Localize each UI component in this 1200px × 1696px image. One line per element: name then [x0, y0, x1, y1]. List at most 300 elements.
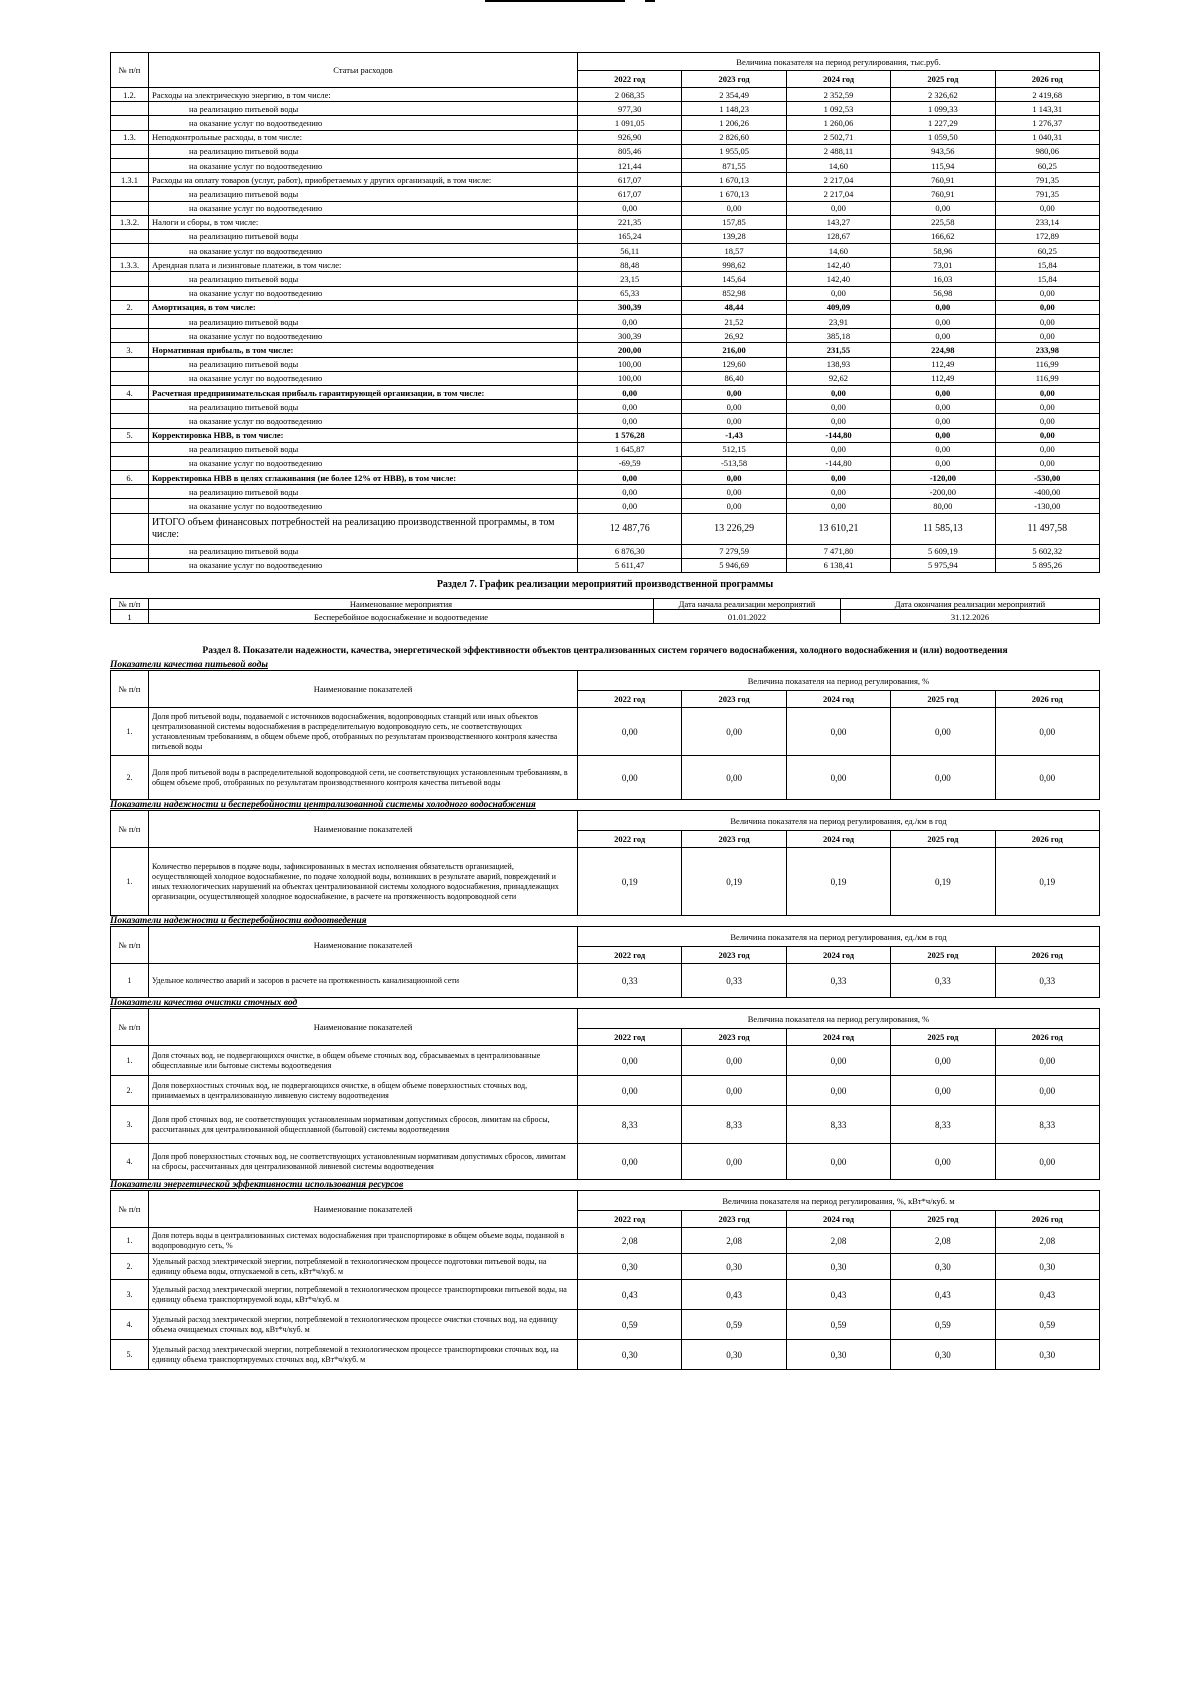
row-value: 26,92 — [682, 329, 786, 343]
row-name: на оказание услуг по водоотведению — [149, 558, 578, 572]
row-value: 512,15 — [682, 442, 786, 456]
row-value: 0,00 — [682, 485, 786, 499]
row-value: 0,30 — [995, 1340, 1099, 1370]
row-value: 2 217,04 — [786, 173, 890, 187]
year-header: 2025 год — [891, 1029, 995, 1046]
table-row — [111, 88, 1100, 102]
row-value: 0,00 — [995, 456, 1099, 470]
row-value: 0,00 — [682, 400, 786, 414]
row-value: 0,00 — [995, 400, 1099, 414]
row-value: 2 502,71 — [786, 130, 890, 144]
row-value: 0,00 — [578, 400, 682, 414]
total-row — [111, 513, 1100, 544]
table-row — [111, 1076, 1100, 1106]
year-header: 2023 год — [682, 71, 786, 88]
row-value: 143,27 — [786, 215, 890, 229]
row-value: 1 645,87 — [578, 442, 682, 456]
table-row — [111, 499, 1100, 513]
row-value: 88,48 — [578, 258, 682, 272]
year-header: 2022 год — [578, 831, 682, 848]
row-num: 5. — [111, 428, 149, 442]
row-value: 23,91 — [786, 315, 890, 329]
row-value: 100,00 — [578, 357, 682, 371]
row-value: 0,43 — [995, 1280, 1099, 1310]
table-row — [111, 442, 1100, 456]
table-row — [111, 756, 1100, 800]
row-value: 0,00 — [786, 286, 890, 300]
row-num: 1.3.3. — [111, 258, 149, 272]
row-value: 100,00 — [578, 371, 682, 385]
col-group-header: Величина показателя на период регулирования, тыс.руб. — [578, 53, 1100, 71]
row-num — [111, 272, 149, 286]
row-value: 0,00 — [682, 414, 786, 428]
row-value: 15,84 — [995, 258, 1099, 272]
row-value: 0,00 — [995, 756, 1099, 800]
row-value: 1 670,13 — [682, 187, 786, 201]
row-value: 0,33 — [578, 964, 682, 998]
row-value: 0,00 — [786, 400, 890, 414]
schedule-table — [110, 598, 1100, 624]
row-name: Неподконтрольные расходы, в том числе: — [149, 130, 578, 144]
row-value: 0,33 — [786, 964, 890, 998]
row-value: 1 148,23 — [682, 102, 786, 116]
row-name: Удельное количество аварий и засоров в расчете на протяженность канализационной сети — [149, 964, 578, 998]
row-name: на оказание услуг по водоотведению — [149, 201, 578, 215]
year-header: 2023 год — [682, 831, 786, 848]
table-row — [111, 1046, 1100, 1076]
row-value: 0,00 — [891, 400, 995, 414]
row-value: 5 895,26 — [995, 558, 1099, 572]
table-row — [111, 1228, 1100, 1254]
row-value: 0,59 — [578, 1310, 682, 1340]
table-row — [111, 1144, 1100, 1180]
row-value: 116,99 — [995, 357, 1099, 371]
row-num: 1.2. — [111, 88, 149, 102]
row-value: 2 352,59 — [786, 88, 890, 102]
row-num — [111, 558, 149, 572]
row-value: 0,00 — [891, 1046, 995, 1076]
row-value: 980,06 — [995, 144, 1099, 158]
row-value: 0,00 — [995, 286, 1099, 300]
row-value: 142,40 — [786, 258, 890, 272]
row-value: 0,00 — [786, 708, 890, 756]
col-num-header: № п/п — [111, 1191, 149, 1228]
s7-col-num: № п/п — [111, 599, 149, 610]
row-value: 0,00 — [891, 756, 995, 800]
row-name: Нормативная прибыль, в том числе: — [149, 343, 578, 357]
row-name: Расходы на оплату товаров (услуг, работ), приобретаемых у других организаций, в том числе: — [149, 173, 578, 187]
row-value: 760,91 — [891, 187, 995, 201]
row-value: 2,08 — [995, 1228, 1099, 1254]
total-value: 11 497,58 — [995, 513, 1099, 544]
row-value: 0,00 — [891, 300, 995, 314]
row-value: 0,19 — [786, 848, 890, 916]
row-value: 1 040,31 — [995, 130, 1099, 144]
row-num — [111, 544, 149, 558]
row-num: 2. — [111, 300, 149, 314]
year-header: 2023 год — [682, 691, 786, 708]
total-value: 12 487,76 — [578, 513, 682, 544]
row-name: Доля потерь воды в централизованных системах водоснабжения при транспортировке в общем объеме воды, поданной в водопроводную сеть, % — [149, 1228, 578, 1254]
table-row — [111, 456, 1100, 470]
table-row — [111, 343, 1100, 357]
row-value: 8,33 — [682, 1106, 786, 1144]
row-value: 5 611,47 — [578, 558, 682, 572]
row-num: 1. — [111, 848, 149, 916]
row-value: 1 099,33 — [891, 102, 995, 116]
row-value: 0,00 — [995, 442, 1099, 456]
row-name: Налоги и сборы, в том числе: — [149, 215, 578, 229]
row-num — [111, 456, 149, 470]
row-value: -530,00 — [995, 471, 1099, 485]
row-value: 871,55 — [682, 158, 786, 172]
row-num — [111, 371, 149, 385]
table-row — [111, 1280, 1100, 1310]
table-row — [111, 102, 1100, 116]
row-value: 0,00 — [786, 471, 890, 485]
row-name: на оказание услуг по водоотведению — [149, 244, 578, 258]
row-name: на оказание услуг по водоотведению — [149, 329, 578, 343]
row-num: 1.3.2. — [111, 215, 149, 229]
row-value: 0,00 — [995, 428, 1099, 442]
row-value: 0,00 — [682, 385, 786, 399]
col-name-header: Наименование показателей — [149, 811, 578, 848]
row-value: 0,33 — [682, 964, 786, 998]
row-value: 0,00 — [891, 1076, 995, 1106]
row-value: 1 260,06 — [786, 116, 890, 130]
row-name: Расходы на электрическую энергию, в том числе: — [149, 88, 578, 102]
row-num — [111, 201, 149, 215]
row-value: 0,00 — [682, 499, 786, 513]
row-value: 0,43 — [682, 1280, 786, 1310]
row-num: 4. — [111, 1310, 149, 1340]
row-name: Доля проб питьевой воды, подаваемой с источников водоснабжения, водопроводных станций или иных объектов централизованной системы водоснабжения в распределительную водопроводную сеть, не соответствующих установленным требованиям, в общем объеме проб, отобранных по результатам производственного контроля качества питьевой воды — [149, 708, 578, 756]
col-num-header: № п/п — [111, 811, 149, 848]
row-num — [111, 102, 149, 116]
row-name: на оказание услуг по водоотведению — [149, 371, 578, 385]
row-name: Доля сточных вод, не подвергающихся очистке, в общем объеме сточных вод, сбрасываемых в централизованные общесплавные или бытовые системы водоотведения — [149, 1046, 578, 1076]
row-num — [111, 442, 149, 456]
row-value: 926,90 — [578, 130, 682, 144]
row-value: 0,00 — [995, 708, 1099, 756]
row-name: Расчетная предпринимательская прибыль гарантирующей организации, в том числе: — [149, 385, 578, 399]
row-value: 0,00 — [786, 1046, 890, 1076]
table-row — [111, 315, 1100, 329]
row-value: 86,40 — [682, 371, 786, 385]
row-value: 16,03 — [891, 272, 995, 286]
s7-col-start: Дата начала реализации мероприятий — [654, 599, 841, 610]
row-name: Удельный расход электрической энергии, потребляемой в технологическом процессе подготовки питьевой воды, на единицу объема воды, отпускаемой в сеть, кВт*ч/куб. м — [149, 1254, 578, 1280]
table-row — [111, 272, 1100, 286]
row-num: 1.3. — [111, 130, 149, 144]
row-value: 14,60 — [786, 158, 890, 172]
col-num-header: № п/п — [111, 671, 149, 708]
row-value: 7 471,80 — [786, 544, 890, 558]
row-value: 0,00 — [995, 1046, 1099, 1076]
row-value: 943,56 — [891, 144, 995, 158]
col-group-header: Величина показателя на период регулирования, % — [578, 1009, 1100, 1029]
row-value: 0,00 — [682, 1046, 786, 1076]
row-name: на оказание услуг по водоотведению — [149, 158, 578, 172]
row-value: 23,15 — [578, 272, 682, 286]
year-header: 2022 год — [578, 691, 682, 708]
row-num — [111, 400, 149, 414]
col-num-header: № п/п — [111, 53, 149, 88]
row-value: 2 217,04 — [786, 187, 890, 201]
row-value: 224,98 — [891, 343, 995, 357]
row-value: 92,62 — [786, 371, 890, 385]
row-name: на оказание услуг по водоотведению — [149, 456, 578, 470]
row-value: 0,00 — [891, 329, 995, 343]
row-value: 0,00 — [682, 201, 786, 215]
row-value: 56,98 — [891, 286, 995, 300]
row-value: 14,60 — [786, 244, 890, 258]
row-value: 0,00 — [682, 708, 786, 756]
row-value: 0,00 — [995, 414, 1099, 428]
row-value: -120,00 — [891, 471, 995, 485]
row-name: Корректировка НВВ, в том числе: — [149, 428, 578, 442]
year-header: 2022 год — [578, 71, 682, 88]
row-value: 2 826,60 — [682, 130, 786, 144]
row-value: 0,00 — [682, 1144, 786, 1180]
row-value: 231,55 — [786, 343, 890, 357]
year-header: 2022 год — [578, 1211, 682, 1228]
row-value: 805,46 — [578, 144, 682, 158]
section-8-title: Раздел 8. Показатели надежности, качества, энергетической эффективности объектов централизованных систем горячего водоснабжения, холодного водоснабжения и (или) водоотведения — [202, 646, 1008, 656]
row-value: 0,00 — [578, 756, 682, 800]
year-header: 2026 год — [995, 71, 1099, 88]
row-value: 5 602,32 — [995, 544, 1099, 558]
row-value: 791,35 — [995, 173, 1099, 187]
row-value: -513,58 — [682, 456, 786, 470]
table-row — [111, 708, 1100, 756]
table-row — [111, 414, 1100, 428]
row-num — [111, 329, 149, 343]
row-value: 7 279,59 — [682, 544, 786, 558]
row-value: 0,00 — [891, 414, 995, 428]
table-row — [111, 187, 1100, 201]
row-value: 0,00 — [578, 1076, 682, 1106]
row-value: 48,44 — [682, 300, 786, 314]
row-value: 0,00 — [786, 442, 890, 456]
row-value: 0,00 — [891, 201, 995, 215]
row-value: -69,59 — [578, 456, 682, 470]
row-num: 3. — [111, 343, 149, 357]
row-value: 0,00 — [786, 485, 890, 499]
row-value: 18,57 — [682, 244, 786, 258]
year-header: 2026 год — [995, 831, 1099, 848]
row-value: 73,01 — [891, 258, 995, 272]
row-value: 0,43 — [578, 1280, 682, 1310]
row-name: на реализацию питьевой воды — [149, 229, 578, 243]
row-name: Количество перерывов в подаче воды, зафиксированных в местах исполнения обязательств организацией, осуществляющей холодное водоснабжение, по подаче холодной воды, возникших в результате аварий, повреждений и иных технологических нарушений на объектах централизованной системы холодного водоснабжения, принадлежащих организации, осуществляющей холодное водоснабжение, в расчете на протяженность водопроводной сети — [149, 848, 578, 916]
indicator-caption: Показатели энергетической эффективности использования ресурсов — [110, 1180, 404, 1190]
year-header: 2025 год — [891, 71, 995, 88]
row-value: 0,30 — [891, 1254, 995, 1280]
row-value: 157,85 — [682, 215, 786, 229]
year-header: 2023 год — [682, 947, 786, 964]
row-value: 300,39 — [578, 329, 682, 343]
row-value: 617,07 — [578, 187, 682, 201]
row-value: 221,35 — [578, 215, 682, 229]
row-num — [111, 499, 149, 513]
row-num — [111, 144, 149, 158]
year-header: 2024 год — [786, 1029, 890, 1046]
row-value: 58,96 — [891, 244, 995, 258]
row-value: 2,08 — [786, 1228, 890, 1254]
row-value: 142,40 — [786, 272, 890, 286]
row-value: 233,98 — [995, 343, 1099, 357]
row-value: 409,09 — [786, 300, 890, 314]
row-num — [111, 357, 149, 371]
row-name: Доля поверхностных сточных вод, не подвергающихся очистке, в общем объеме поверхностных сточных вод, принимаемых в централизованную ливневую систему водоотведения — [149, 1076, 578, 1106]
total-value: 13 226,29 — [682, 513, 786, 544]
table-row — [111, 1254, 1100, 1280]
row-value: 8,33 — [995, 1106, 1099, 1144]
row-value: 8,33 — [786, 1106, 890, 1144]
row-value: 0,00 — [995, 1144, 1099, 1180]
row-value: 0,00 — [578, 201, 682, 215]
row-value: 60,25 — [995, 158, 1099, 172]
total-value: 13 610,21 — [786, 513, 890, 544]
row-value: 0,00 — [786, 1076, 890, 1106]
row-value: 1 091,05 — [578, 116, 682, 130]
table-row — [111, 173, 1100, 187]
row-num — [111, 244, 149, 258]
total-value: 11 585,13 — [891, 513, 995, 544]
row-value: 0,00 — [995, 201, 1099, 215]
table-row — [111, 229, 1100, 243]
s7-col-name: Наименование мероприятия — [149, 599, 654, 610]
row-value: 1 227,29 — [891, 116, 995, 130]
row-value: 225,58 — [891, 215, 995, 229]
year-header: 2026 год — [995, 691, 1099, 708]
row-value: 8,33 — [578, 1106, 682, 1144]
row-value: -200,00 — [891, 485, 995, 499]
row-name: на реализацию питьевой воды — [149, 400, 578, 414]
row-num: 3. — [111, 1280, 149, 1310]
row-num — [111, 513, 149, 544]
year-header: 2023 год — [682, 1211, 786, 1228]
row-value: 0,00 — [891, 442, 995, 456]
row-value: 0,30 — [578, 1340, 682, 1370]
row-num — [111, 116, 149, 130]
row-value: 791,35 — [995, 187, 1099, 201]
row-value: 0,59 — [786, 1310, 890, 1340]
row-value: 1 143,31 — [995, 102, 1099, 116]
table-row — [111, 371, 1100, 385]
row-name: на реализацию питьевой воды — [149, 144, 578, 158]
row-value: 0,00 — [891, 428, 995, 442]
row-value: 80,00 — [891, 499, 995, 513]
row-value: 0,19 — [891, 848, 995, 916]
row-value: 0,00 — [891, 315, 995, 329]
col-name-header: Наименование показателей — [149, 1191, 578, 1228]
row-value: 115,94 — [891, 158, 995, 172]
row-value: 5 975,94 — [891, 558, 995, 572]
table-row — [111, 258, 1100, 272]
year-header: 2026 год — [995, 1029, 1099, 1046]
table-row — [111, 329, 1100, 343]
table-row — [111, 1106, 1100, 1144]
row-name: на оказание услуг по водоотведению — [149, 286, 578, 300]
row-value: 0,00 — [578, 315, 682, 329]
row-name: на реализацию питьевой воды — [149, 544, 578, 558]
row-num: 6. — [111, 471, 149, 485]
year-header: 2025 год — [891, 691, 995, 708]
row-value: -400,00 — [995, 485, 1099, 499]
indicator-caption: Показатели надежности и бесперебойности централизованной системы холодного водоснабжения — [110, 800, 536, 810]
row-value: 1 955,05 — [682, 144, 786, 158]
year-header: 2026 год — [995, 1211, 1099, 1228]
row-value: 1 206,26 — [682, 116, 786, 130]
row-value: 0,00 — [995, 385, 1099, 399]
row-value: 0,30 — [891, 1340, 995, 1370]
row-num — [111, 229, 149, 243]
row-value: 56,11 — [578, 244, 682, 258]
row-name: Арендная плата и лизинговые платежи, в том числе: — [149, 258, 578, 272]
col-num-header: № п/п — [111, 1009, 149, 1046]
row-value: 65,33 — [578, 286, 682, 300]
row-value: 121,44 — [578, 158, 682, 172]
row-value: 2,08 — [578, 1228, 682, 1254]
year-header: 2024 год — [786, 1211, 890, 1228]
row-value: 617,07 — [578, 173, 682, 187]
row-value: 128,67 — [786, 229, 890, 243]
col-num-header: № п/п — [111, 927, 149, 964]
year-header: 2024 год — [786, 691, 890, 708]
row-value: 0,30 — [995, 1254, 1099, 1280]
row-name: Удельный расход электрической энергии, потребляемой в технологическом процессе очистки сточных вод, на единицу объема очищаемых сточных вод, кВт*ч/куб. м — [149, 1310, 578, 1340]
table-row — [111, 244, 1100, 258]
table-row — [111, 116, 1100, 130]
row-num: 1. — [111, 1228, 149, 1254]
col-name-header: Статьи расходов — [149, 53, 578, 88]
s7-row-start: 01.01.2022 — [654, 610, 841, 624]
table-row — [111, 848, 1100, 916]
row-value: 129,60 — [682, 357, 786, 371]
s7-row-end: 31.12.2026 — [841, 610, 1100, 624]
row-num: 2. — [111, 1254, 149, 1280]
table-row — [111, 1340, 1100, 1370]
row-value: 139,28 — [682, 229, 786, 243]
row-value: 2 354,49 — [682, 88, 786, 102]
row-name: на реализацию питьевой воды — [149, 187, 578, 201]
table-row — [111, 428, 1100, 442]
row-value: 300,39 — [578, 300, 682, 314]
table-row — [111, 400, 1100, 414]
row-value: 0,19 — [995, 848, 1099, 916]
table-row — [111, 201, 1100, 215]
row-value: 2 326,62 — [891, 88, 995, 102]
row-value: 0,00 — [682, 756, 786, 800]
row-value: 1 092,53 — [786, 102, 890, 116]
year-header: 2024 год — [786, 71, 890, 88]
row-value: -130,00 — [995, 499, 1099, 513]
indicator-caption: Показатели качества очистки сточных вод — [110, 998, 298, 1008]
row-value: 0,00 — [891, 456, 995, 470]
row-value: 172,89 — [995, 229, 1099, 243]
indicator-table — [110, 1190, 1100, 1370]
row-value: 998,62 — [682, 258, 786, 272]
col-name-header: Наименование показателей — [149, 671, 578, 708]
row-value: 2 419,68 — [995, 88, 1099, 102]
table-row — [111, 964, 1100, 998]
row-num: 1 — [111, 964, 149, 998]
year-header: 2025 год — [891, 831, 995, 848]
row-value: 116,99 — [995, 371, 1099, 385]
row-value: 166,62 — [891, 229, 995, 243]
